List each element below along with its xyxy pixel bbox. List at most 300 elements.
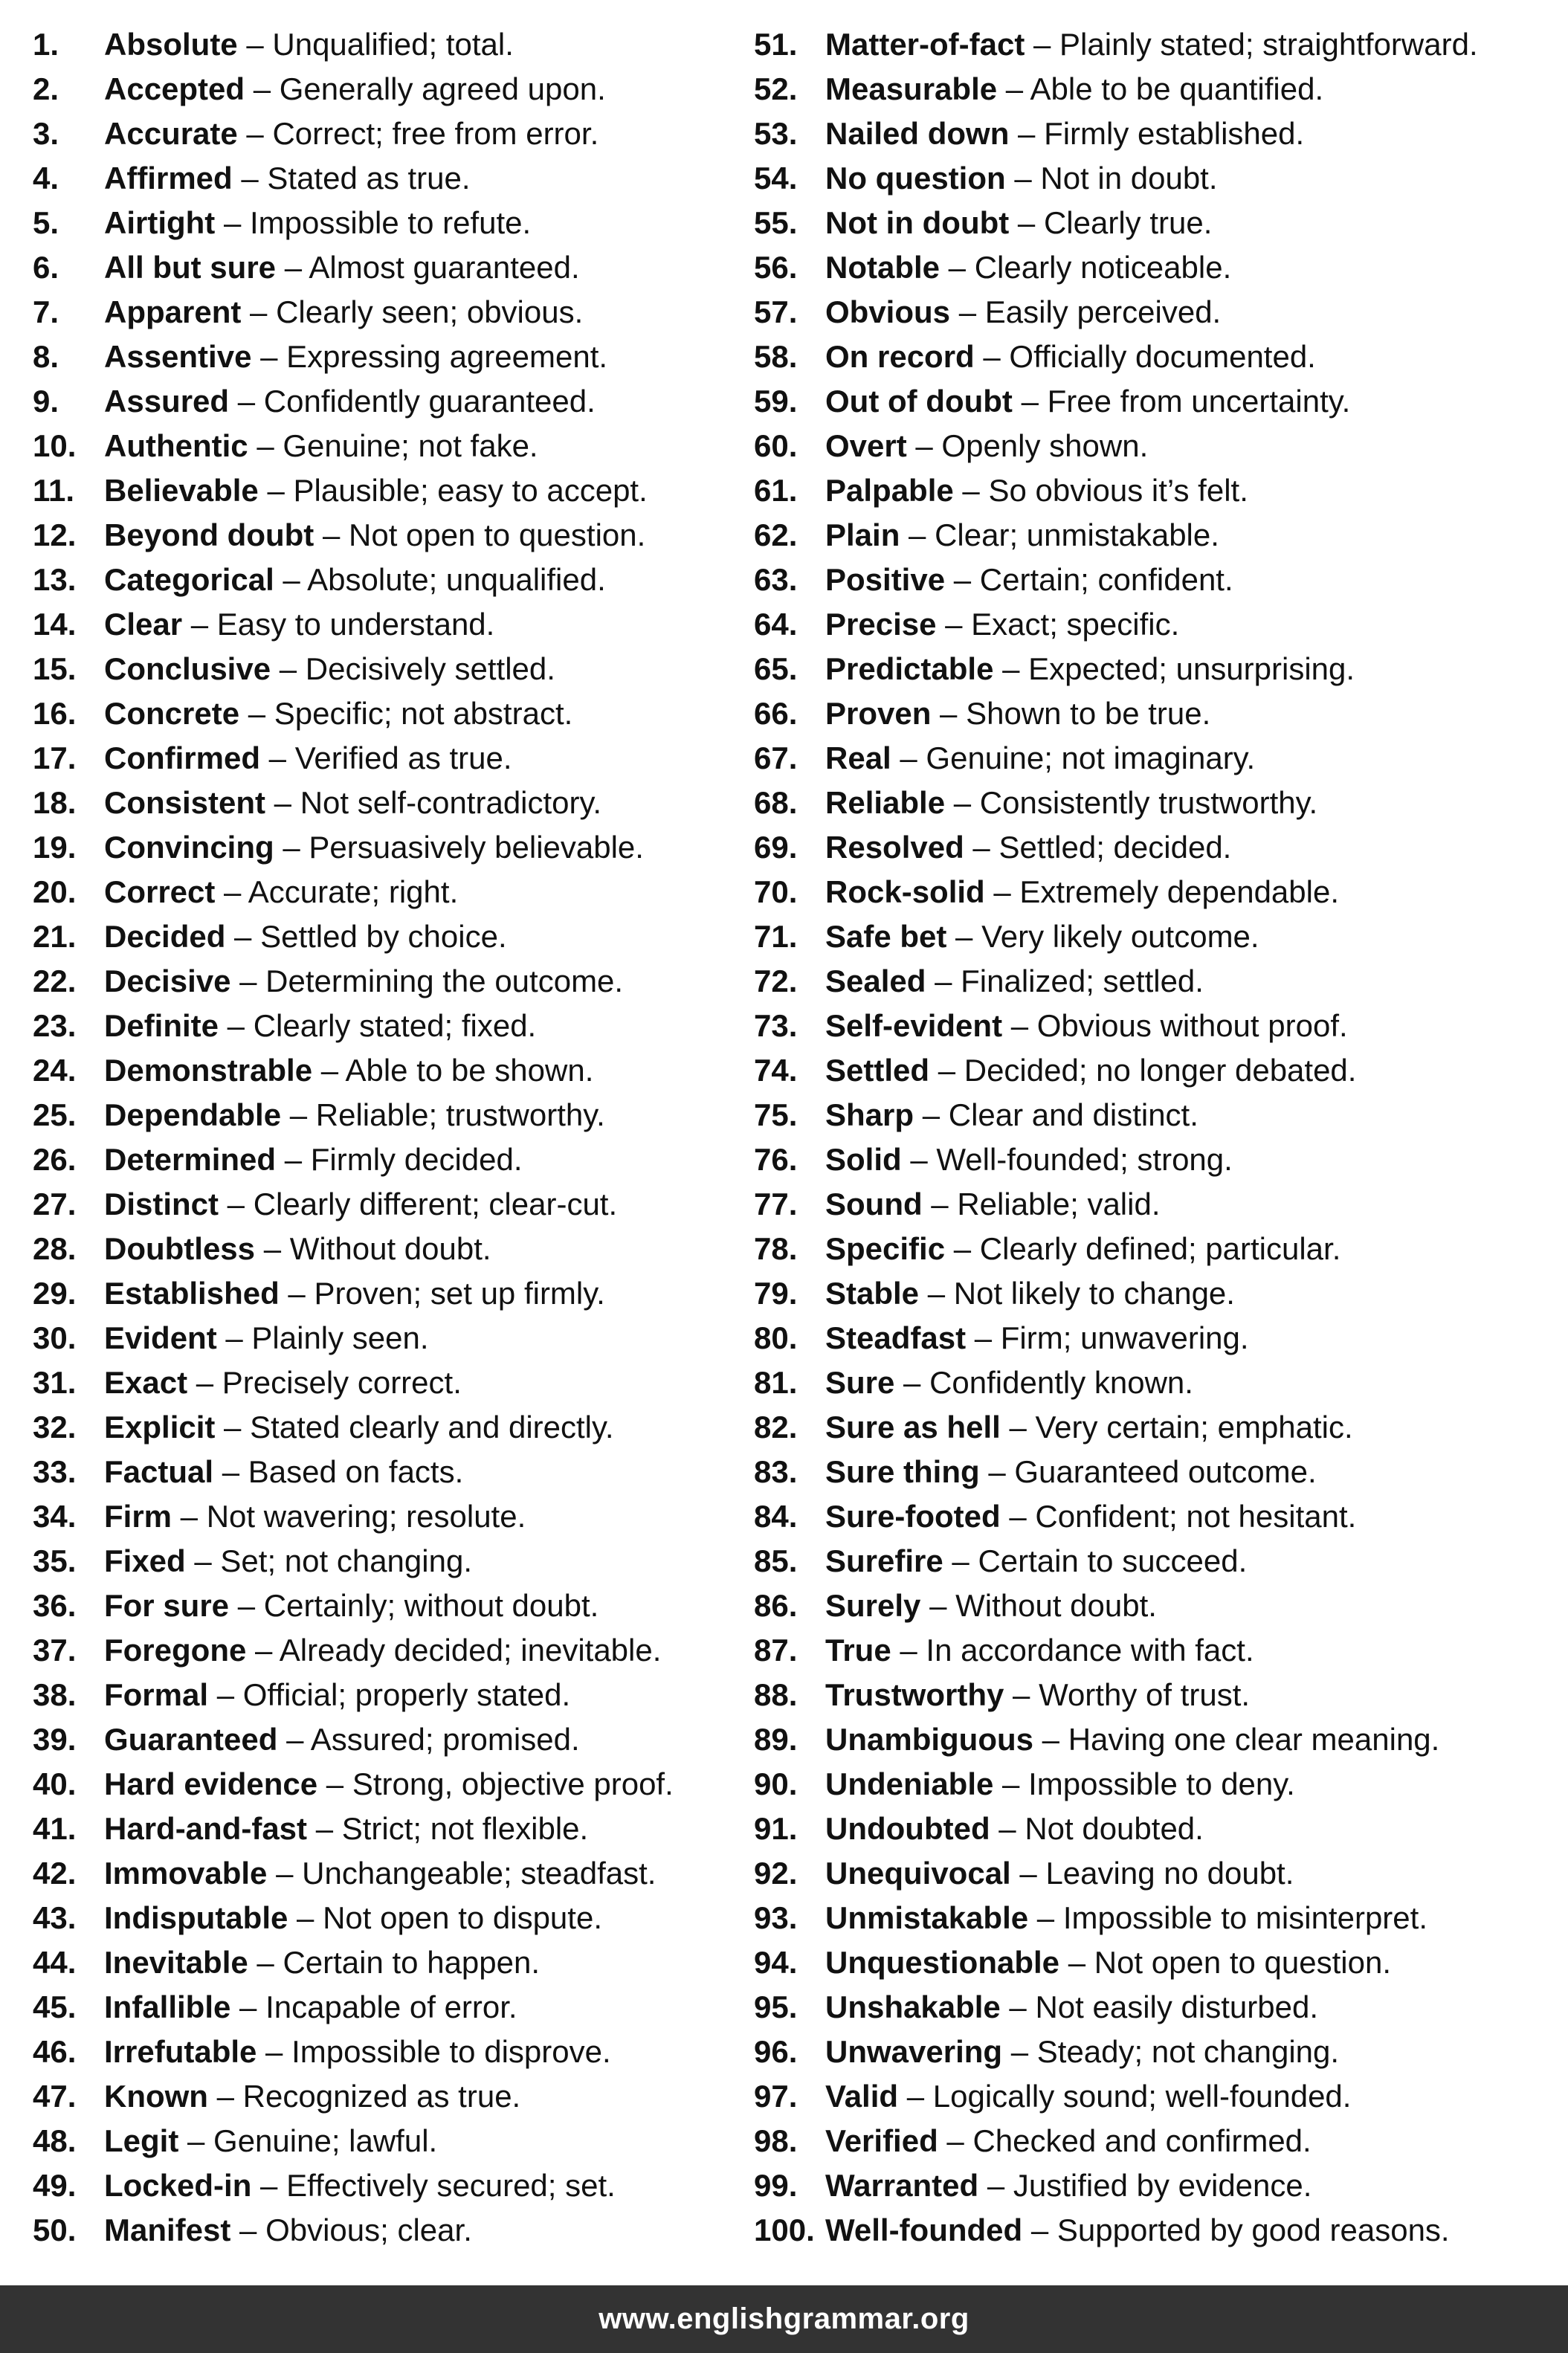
entry-term: Reliable [825, 785, 946, 820]
word-entry [754, 1539, 1564, 1584]
word-entry [33, 424, 746, 468]
word-entry [754, 67, 1564, 112]
entry-term: Confirmed [104, 740, 260, 775]
entry-number: 15. [33, 651, 77, 686]
entry-definition: Correct; free from error. [272, 116, 599, 151]
entry-separator: – [281, 1097, 316, 1132]
word-entry [754, 2163, 1564, 2208]
entry-number: 95. [754, 1989, 798, 2024]
entry-text [104, 825, 644, 870]
entry-definition: Shown to be true. [966, 696, 1211, 731]
footer-bar [0, 2285, 1568, 2353]
entry-definition: So obvious it’s felt. [988, 473, 1248, 508]
entry-number: 54. [754, 161, 798, 196]
entry-number: 12. [33, 517, 77, 552]
word-entry [754, 647, 1564, 691]
entry-definition: Clearly stated; fixed. [253, 1008, 537, 1043]
entry-definition: Already decided; inevitable. [279, 1633, 662, 1668]
entry-text [825, 1940, 1391, 1985]
entry-number: 39. [33, 1722, 77, 1757]
entry-definition: Strict; not flexible. [341, 1811, 589, 1846]
entry-text [104, 1851, 656, 1896]
entry-definition: Without doubt. [289, 1231, 491, 1266]
word-entry [33, 67, 746, 112]
entry-term: Warranted [825, 2168, 979, 2203]
entry-term: Overt [825, 428, 907, 463]
entry-term: Undeniable [825, 1766, 994, 1801]
entry-term: Unshakable [825, 1989, 1001, 2024]
entry-text [825, 1361, 1193, 1405]
entry-text [825, 2119, 1311, 2163]
entry-definition: Clearly defined; particular. [979, 1231, 1341, 1266]
entry-text [825, 1004, 1348, 1048]
entry-definition: Leaving no doubt. [1045, 1856, 1294, 1891]
entry-term: Irrefutable [104, 2034, 257, 2069]
entry-term: Explicit [104, 1410, 216, 1445]
entry-number: 43. [33, 1900, 77, 1935]
entry-text [825, 914, 1259, 959]
entry-separator: – [914, 1097, 949, 1132]
entry-text [104, 335, 607, 379]
entry-term: Assured [104, 384, 230, 419]
entry-term: Unequivocal [825, 1856, 1011, 1891]
entry-number: 2. [33, 71, 59, 106]
entry-number: 38. [33, 1677, 77, 1712]
entry-term: Verified [825, 2123, 938, 2158]
entry-separator: – [1028, 1900, 1063, 1935]
entry-number: 97. [754, 2079, 798, 2114]
entry-separator: – [237, 27, 273, 62]
entry-text [104, 513, 645, 558]
word-entry [754, 513, 1564, 558]
entry-text [825, 870, 1339, 914]
word-entry [33, 112, 746, 156]
entry-text [825, 781, 1317, 825]
entry-number: 20. [33, 874, 77, 909]
entry-separator: – [317, 1766, 352, 1801]
entry-term: Unwavering [825, 2034, 1003, 2069]
entry-term: Solid [825, 1142, 902, 1177]
word-entry [754, 335, 1564, 379]
entry-term: Sure-footed [825, 1499, 1001, 1534]
entry-text [104, 1896, 602, 1940]
entry-number: 79. [754, 1276, 798, 1311]
entry-separator: – [901, 1142, 937, 1177]
entry-definition: Impossible to deny. [1028, 1766, 1295, 1801]
entry-definition: Openly shown. [941, 428, 1149, 463]
entry-term: Hard evidence [104, 1766, 318, 1801]
entry-number: 93. [754, 1900, 798, 1935]
entry-definition: Incapable of error. [265, 1989, 517, 2024]
entry-text [825, 1271, 1235, 1316]
entry-number: 92. [754, 1856, 798, 1891]
word-entry [33, 2163, 746, 2208]
word-entry [33, 22, 746, 67]
entry-definition: Verified as true. [294, 740, 512, 775]
footer-url[interactable]: www.englishgrammar.org [599, 2302, 969, 2335]
entry-number: 36. [33, 1588, 77, 1623]
word-entry [33, 1048, 746, 1093]
entry-number: 86. [754, 1588, 798, 1623]
entry-text [104, 1940, 540, 1985]
entry-separator: – [894, 1365, 930, 1400]
word-entry [33, 647, 746, 691]
entry-text [825, 1985, 1318, 2030]
entry-number: 37. [33, 1633, 77, 1668]
word-entry [33, 825, 746, 870]
word-entry [754, 736, 1564, 781]
entry-term: Valid [825, 2079, 899, 2114]
entry-number: 31. [33, 1365, 77, 1400]
word-entry [33, 1807, 746, 1851]
entry-text [104, 1405, 614, 1450]
entry-number: 75. [754, 1097, 798, 1132]
entry-text [825, 1494, 1356, 1539]
entry-term: Fixed [104, 1543, 186, 1578]
word-entry [754, 468, 1564, 513]
entry-number: 72. [754, 964, 798, 998]
entry-text [104, 1137, 523, 1182]
entry-separator: – [246, 1633, 280, 1668]
entry-term: Surefire [825, 1543, 943, 1578]
entry-term: Assentive [104, 339, 252, 374]
entry-number: 24. [33, 1053, 77, 1088]
entry-text [825, 1673, 1250, 1717]
entry-term: Inevitable [104, 1945, 248, 1980]
entry-term: Indisputable [104, 1900, 288, 1935]
word-entry [33, 781, 746, 825]
entry-term: Exact [104, 1365, 188, 1400]
word-entry [33, 1227, 746, 1271]
word-entry [33, 1316, 746, 1361]
entry-term: Sealed [825, 964, 926, 998]
entry-definition: Justified by evidence. [1013, 2168, 1312, 2203]
entry-term: Notable [825, 250, 941, 285]
entry-separator: – [245, 71, 280, 106]
word-entry [754, 1807, 1564, 1851]
entry-term: Correct [104, 874, 216, 909]
entry-number: 27. [33, 1187, 77, 1221]
entry-separator: – [1000, 1989, 1036, 2024]
word-entry [33, 1450, 746, 1494]
word-entry [754, 1361, 1564, 1405]
entry-definition: Easy to understand. [216, 607, 495, 642]
entry-definition: Finalized; settled. [961, 964, 1204, 998]
word-entry [33, 513, 746, 558]
word-entry [754, 1673, 1564, 1717]
word-entry [754, 290, 1564, 335]
entry-number: 19. [33, 830, 77, 865]
entry-definition: Obvious; clear. [265, 2212, 472, 2247]
entry-separator: – [277, 1722, 311, 1757]
entry-term: Concrete [104, 696, 240, 731]
entry-term: No question [825, 161, 1006, 196]
entry-number: 35. [33, 1543, 77, 1578]
entry-term: Obvious [825, 294, 951, 329]
word-entry [33, 602, 746, 647]
entry-number: 63. [754, 562, 798, 597]
entry-text [825, 736, 1255, 781]
entry-number: 46. [33, 2034, 77, 2069]
entry-separator: – [260, 740, 295, 775]
entry-text [825, 1717, 1439, 1762]
entry-number: 32. [33, 1410, 77, 1445]
entry-definition: Clear; unmistakable. [935, 517, 1219, 552]
entry-number: 67. [754, 740, 798, 775]
entry-text [104, 1673, 570, 1717]
entry-number: 47. [33, 2079, 77, 2114]
entry-separator: – [945, 785, 980, 820]
entry-text [104, 2074, 520, 2119]
entry-separator: – [931, 696, 967, 731]
word-entry [754, 1227, 1564, 1271]
word-entry [33, 468, 746, 513]
word-entry [754, 1182, 1564, 1227]
word-entry [754, 1717, 1564, 1762]
entry-text [104, 914, 507, 959]
entry-text [825, 201, 1212, 245]
entry-term: Plain [825, 517, 900, 552]
entry-term: Authentic [104, 428, 248, 463]
entry-term: Settled [825, 1053, 930, 1088]
entry-text [825, 2074, 1351, 2119]
word-entry [754, 914, 1564, 959]
entry-number: 55. [754, 205, 798, 240]
entry-definition: Impossible to refute. [250, 205, 532, 240]
entry-number: 62. [754, 517, 798, 552]
word-entry [754, 22, 1564, 67]
entry-number: 56. [754, 250, 798, 285]
entry-number: 81. [754, 1365, 798, 1400]
entry-term: Conclusive [104, 651, 271, 686]
entry-number: 25. [33, 1097, 77, 1132]
entry-text [825, 513, 1219, 558]
entry-separator: – [1000, 1499, 1036, 1534]
entry-separator: – [229, 384, 264, 419]
entry-definition: Certain; confident. [979, 562, 1233, 597]
entry-text [825, 1405, 1353, 1450]
entry-number: 71. [754, 919, 798, 954]
entry-separator: – [945, 562, 980, 597]
entry-separator: – [229, 1588, 264, 1623]
entry-text [104, 1450, 463, 1494]
entry-definition: Specific; not abstract. [274, 696, 573, 731]
word-entry [33, 1093, 746, 1137]
entry-term: Predictable [825, 651, 994, 686]
entry-definition: Plausible; easy to accept. [293, 473, 648, 508]
entry-separator: – [276, 250, 309, 285]
entry-number: 9. [33, 384, 59, 419]
entry-definition: Unchangeable; steadfast. [302, 1856, 656, 1891]
entry-term: Clear [104, 607, 183, 642]
entry-definition: Precisely correct. [222, 1365, 462, 1400]
word-entry [754, 156, 1564, 201]
entry-term: Proven [825, 696, 932, 731]
entry-separator: – [906, 428, 942, 463]
entry-definition: Free from uncertainty. [1047, 384, 1351, 419]
entry-number: 7. [33, 294, 59, 329]
entry-term: True [825, 1633, 891, 1668]
entry-text [825, 647, 1355, 691]
entry-separator: – [219, 1008, 254, 1043]
entry-term: Sure [825, 1365, 895, 1400]
word-entry [754, 1271, 1564, 1316]
entry-number: 51. [754, 27, 798, 62]
entry-text [104, 156, 471, 201]
word-entry [754, 1004, 1564, 1048]
entry-term: Foregone [104, 1633, 247, 1668]
entry-term: Decisive [104, 964, 231, 998]
word-entry [33, 379, 746, 424]
entry-separator: – [1005, 161, 1041, 196]
entry-definition: Firmly decided. [310, 1142, 523, 1177]
entry-text [825, 1584, 1157, 1628]
entry-definition: Persuasively believable. [309, 830, 644, 865]
entry-separator: – [241, 294, 277, 329]
entry-definition: Not wavering; resolute. [206, 1499, 526, 1534]
entry-number: 22. [33, 964, 77, 998]
entry-definition: Having one clear meaning. [1068, 1722, 1440, 1757]
entry-separator: – [1002, 2034, 1037, 2069]
entry-term: Not in doubt [825, 205, 1010, 240]
entry-number: 74. [754, 1053, 798, 1088]
entry-text [825, 379, 1350, 424]
entry-text [104, 1048, 593, 1093]
entry-separator: – [1000, 1410, 1036, 1445]
entry-term: Established [104, 1276, 280, 1311]
entry-separator: – [213, 1454, 248, 1489]
entry-text [104, 647, 555, 691]
word-entry [33, 2119, 746, 2163]
word-entry [33, 1940, 746, 1985]
entry-separator: – [230, 1989, 266, 2024]
entry-separator: – [926, 964, 961, 998]
entry-number: 90. [754, 1766, 798, 1801]
word-entry [754, 1048, 1564, 1093]
entry-definition: Reliable; valid. [957, 1187, 1161, 1221]
entry-number: 28. [33, 1231, 77, 1266]
entry-number: 73. [754, 1008, 798, 1043]
entry-separator: – [182, 607, 217, 642]
word-entry [33, 1896, 746, 1940]
entry-term: Known [104, 2079, 208, 2114]
entry-definition: Supported by good reasons. [1056, 2212, 1450, 2247]
word-entry [33, 1762, 746, 1807]
word-entry [33, 1539, 746, 1584]
entry-term: Convincing [104, 830, 274, 865]
entry-separator: – [274, 830, 309, 865]
word-entry [754, 691, 1564, 736]
entry-term: For sure [104, 1588, 230, 1623]
entry-separator: – [984, 874, 1020, 909]
entry-number: 1. [33, 27, 59, 62]
entry-separator: – [215, 874, 248, 909]
right-word-list [754, 22, 1564, 2253]
entry-text [825, 335, 1316, 379]
entry-definition: Exact; specific. [971, 607, 1180, 642]
entry-text [104, 2030, 611, 2074]
entry-number: 58. [754, 339, 798, 374]
entry-separator: – [279, 1276, 314, 1311]
entry-text [825, 1093, 1198, 1137]
word-entry [33, 736, 746, 781]
entry-definition: Not open to question. [349, 517, 646, 552]
entry-number: 98. [754, 2123, 798, 2158]
entry-number: 13. [33, 562, 77, 597]
entry-number: 85. [754, 1543, 798, 1578]
word-entry [33, 914, 746, 959]
word-entry [754, 602, 1564, 647]
entry-number: 49. [33, 2168, 77, 2203]
entry-definition: Impossible to disprove. [291, 2034, 611, 2069]
word-entry [33, 1271, 746, 1316]
entry-text [825, 2208, 1450, 2253]
entry-definition: Settled by choice. [260, 919, 507, 954]
entry-term: Immovable [104, 1856, 268, 1891]
entry-definition: Absolute; unqualified. [307, 562, 606, 597]
entry-text [104, 1004, 536, 1048]
entry-definition: Able to be quantified. [1030, 71, 1324, 106]
word-entry [754, 1896, 1564, 1940]
entry-text [825, 691, 1210, 736]
entry-definition: Certain to succeed. [978, 1543, 1248, 1578]
entry-number: 41. [33, 1811, 77, 1846]
entry-separator: – [898, 2079, 933, 2114]
entry-definition: Not open to dispute. [323, 1900, 602, 1935]
word-entry [754, 112, 1564, 156]
entry-number: 11. [33, 473, 75, 508]
entry-text [104, 1762, 674, 1807]
entry-definition: Obvious without proof. [1036, 1008, 1348, 1043]
word-entry [754, 1137, 1564, 1182]
entry-definition: Impossible to misinterpret. [1062, 1900, 1427, 1935]
entry-text [825, 1227, 1340, 1271]
entry-text [104, 468, 648, 513]
word-entry [754, 1940, 1564, 1985]
entry-term: Accepted [104, 71, 245, 106]
word-entry [33, 1361, 746, 1405]
entry-separator: – [257, 2034, 292, 2069]
entry-term: Sharp [825, 1097, 914, 1132]
entry-text [825, 959, 1204, 1004]
entry-term: Distinct [104, 1187, 219, 1221]
entry-definition: Clearly seen; obvious. [276, 294, 584, 329]
entry-term: Resolved [825, 830, 964, 865]
entry-term: Safe bet [825, 919, 947, 954]
entry-number: 10. [33, 428, 77, 463]
entry-number: 94. [754, 1945, 798, 1980]
entry-term: Self-evident [825, 1008, 1003, 1043]
word-entry [33, 1182, 746, 1227]
left-word-list [33, 22, 746, 2253]
entry-text [825, 67, 1323, 112]
entry-separator: – [919, 1276, 954, 1311]
entry-number: 65. [754, 651, 798, 686]
entry-text [104, 602, 494, 647]
entry-text [104, 201, 531, 245]
entry-definition: Reliable; trustworthy. [315, 1097, 605, 1132]
entry-definition: Clearly true. [1043, 205, 1213, 240]
entry-text [825, 558, 1233, 602]
entry-definition: Generally agreed upon. [279, 71, 606, 106]
entry-number: 42. [33, 1856, 77, 1891]
entry-number: 52. [754, 71, 798, 106]
entry-separator: – [271, 651, 306, 686]
entry-number: 88. [754, 1677, 798, 1712]
entry-separator: – [1002, 1008, 1037, 1043]
entry-separator: – [920, 1588, 956, 1623]
entry-number: 76. [754, 1142, 798, 1177]
